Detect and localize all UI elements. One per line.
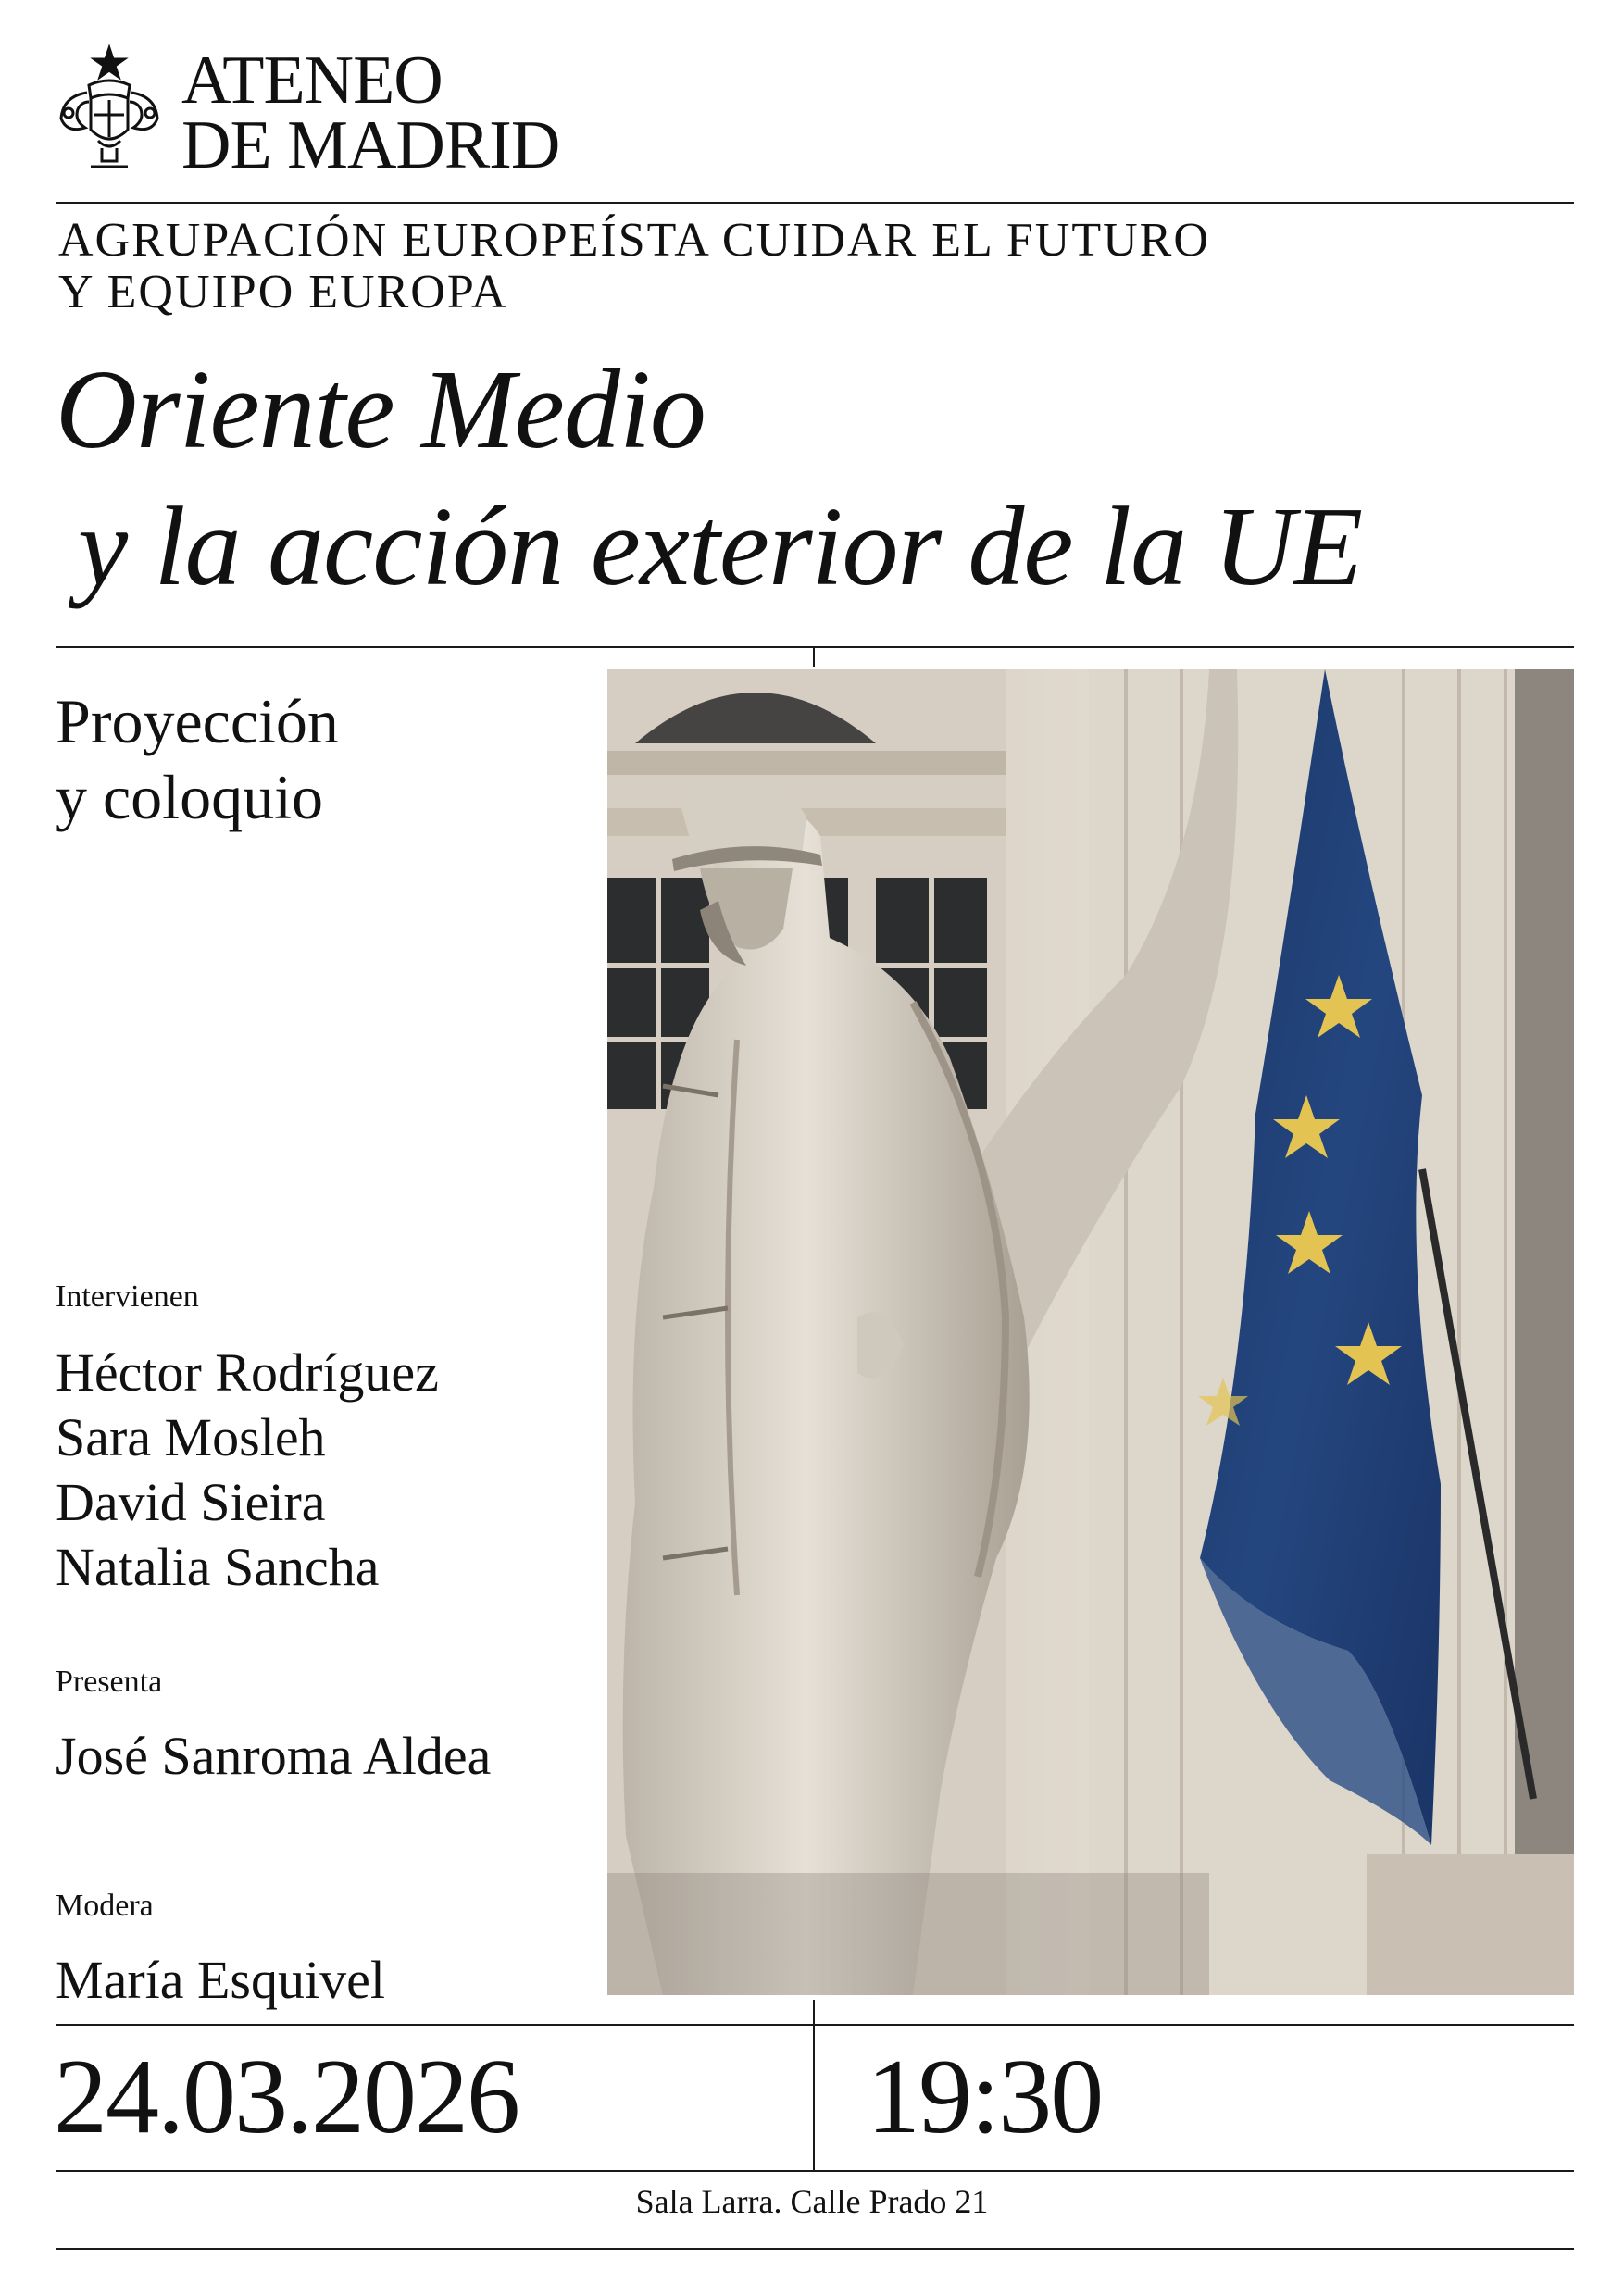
event-title-line-2: y la acción exterior de la UE <box>78 484 1363 609</box>
speaker-name: Natalia Sancha <box>56 1537 380 1597</box>
presenter-label: Presenta <box>56 1665 163 1699</box>
event-type-line-1: Proyección <box>56 686 339 756</box>
header-divider <box>56 202 1574 204</box>
organizers-line-1: AGRUPACIÓN EUROPEÍSTA CUIDAR EL FUTURO <box>58 214 1210 267</box>
date-bottom-divider <box>56 2170 1574 2172</box>
speaker-name: David Sieira <box>56 1472 326 1532</box>
title-divider-tick <box>813 646 815 667</box>
presenter-name: José Sanroma Aldea <box>56 1726 492 1786</box>
date-time-separator <box>813 2000 815 2172</box>
organizers-line-2: Y EQUIPO EUROPA <box>58 266 508 318</box>
event-date: 24.03.2026 <box>54 2038 518 2156</box>
title-divider <box>56 646 1574 648</box>
venue-address: Sala Larra. Calle Prado 21 <box>635 2183 989 2220</box>
speaker-name: Sara Mosleh <box>56 1407 326 1467</box>
ateneo-crest-icon <box>54 44 165 174</box>
footer-divider <box>56 2248 1574 2250</box>
photo-illustration <box>607 669 1574 1995</box>
statue-with-eu-flag-photo <box>607 669 1574 1995</box>
event-type-line-2: y coloquio <box>56 762 323 832</box>
event-title-line-1: Oriente Medio <box>56 347 706 472</box>
moderator-name: María Esquivel <box>56 1950 385 2010</box>
speaker-name: Héctor Rodríguez <box>56 1342 439 1403</box>
institution-line-2: DE MADRID <box>181 107 560 183</box>
institution-line-1: ATENEO <box>181 43 443 119</box>
event-type <box>56 683 339 835</box>
date-top-divider <box>56 2024 1574 2026</box>
speakers-label: Intervienen <box>56 1279 199 1314</box>
moderator-label: Modera <box>56 1889 154 1923</box>
organizers <box>58 215 1210 318</box>
event-time: 19:30 <box>867 2038 1103 2156</box>
institution-name <box>181 43 560 183</box>
